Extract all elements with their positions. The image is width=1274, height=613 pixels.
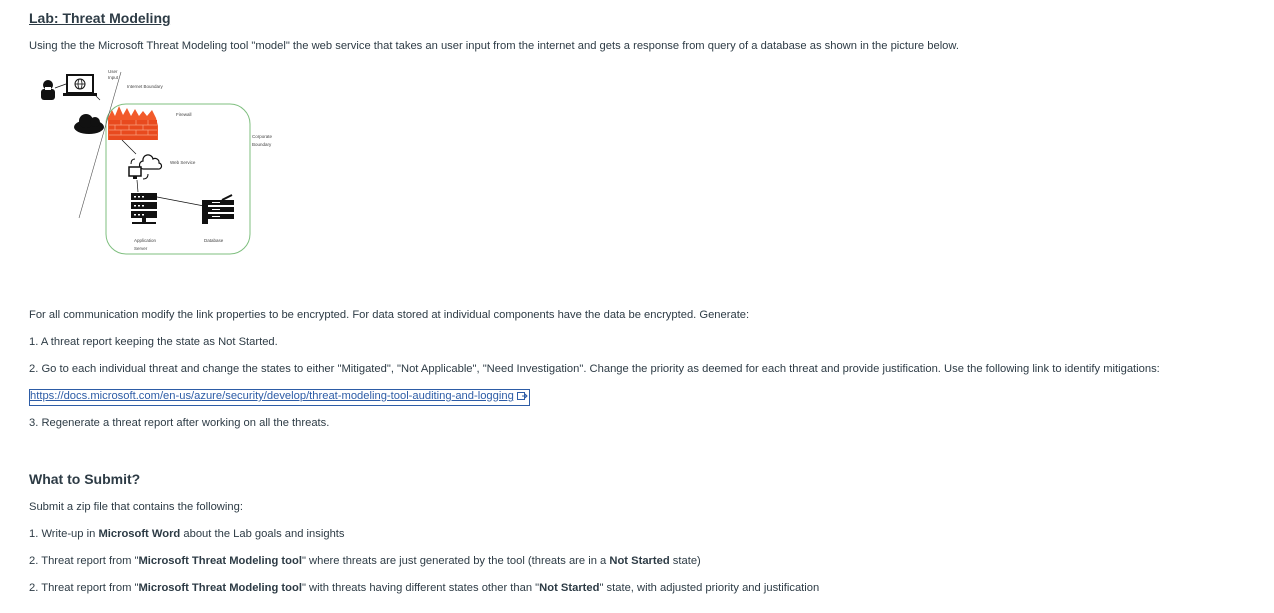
laptop-globe-icon — [63, 75, 97, 96]
firewall-icon — [108, 106, 158, 140]
submit-item-2: 2. Threat report from "Microsoft Threat Modeling tool" where threats are just generated by the tool (threats are in a Not Started state) — [29, 555, 701, 567]
user-input-label: User — [108, 69, 118, 74]
intro-paragraph: Using the the Microsoft Threat Modeling tool "model" the web service that takes an user input from the internet and gets a response from query of a database as shown in the picture below. — [29, 40, 959, 52]
web-service-icon — [129, 155, 162, 179]
user-input-label-2: Input — [108, 75, 119, 80]
communication-paragraph: For all communication modify the link properties to be encrypted. For data stored at individual components have the data be encrypted. Generate: — [29, 309, 750, 321]
database-label: Database — [204, 238, 224, 243]
submit-heading: What to Submit? — [29, 471, 141, 487]
submit-item-1: 1. Write-up in Microsoft Word about the Lab goals and insights — [29, 528, 345, 540]
internet-boundary-label: Internet Boundary — [127, 84, 163, 89]
cloud-icon — [74, 114, 104, 134]
user-icon — [41, 80, 55, 100]
database-icon — [202, 195, 234, 224]
link-text: https://docs.microsoft.com/en-us/azure/security/develop/threat-modeling-tool-auditing-and-logging — [30, 390, 514, 402]
step-3: 3. Regenerate a threat report after working on all the threats. — [29, 417, 330, 429]
app-server-label-2: Server — [134, 246, 148, 251]
architecture-diagram — [36, 66, 280, 256]
server-rack-icon — [131, 193, 157, 224]
app-server-label: Application — [134, 238, 157, 243]
submit-intro: Submit a zip file that contains the following: — [29, 501, 243, 513]
page-title: Lab: Threat Modeling — [29, 10, 171, 26]
submit-item-3: 2. Threat report from "Microsoft Threat Modeling tool" with threats having different states other than "Not Started" state, with adjusted priority and justification — [29, 582, 820, 594]
external-link-icon — [517, 391, 528, 404]
step-1: 1. A threat report keeping the state as Not Started. — [29, 336, 278, 348]
web-service-label: Web Service — [170, 160, 196, 165]
mitigations-link[interactable] — [29, 389, 530, 406]
corporate-boundary-label: Corporate — [252, 134, 273, 139]
firewall-label: Firewall — [176, 112, 192, 117]
step-2: 2. Go to each individual threat and change the states to either "Mitigated", "Not Applicable", "Need Investigation". Change the priority as deemed for each threat and provide justification. Use the following link to identify mitigations: — [29, 363, 1160, 375]
corporate-boundary-label-2: Boundary — [252, 142, 272, 147]
